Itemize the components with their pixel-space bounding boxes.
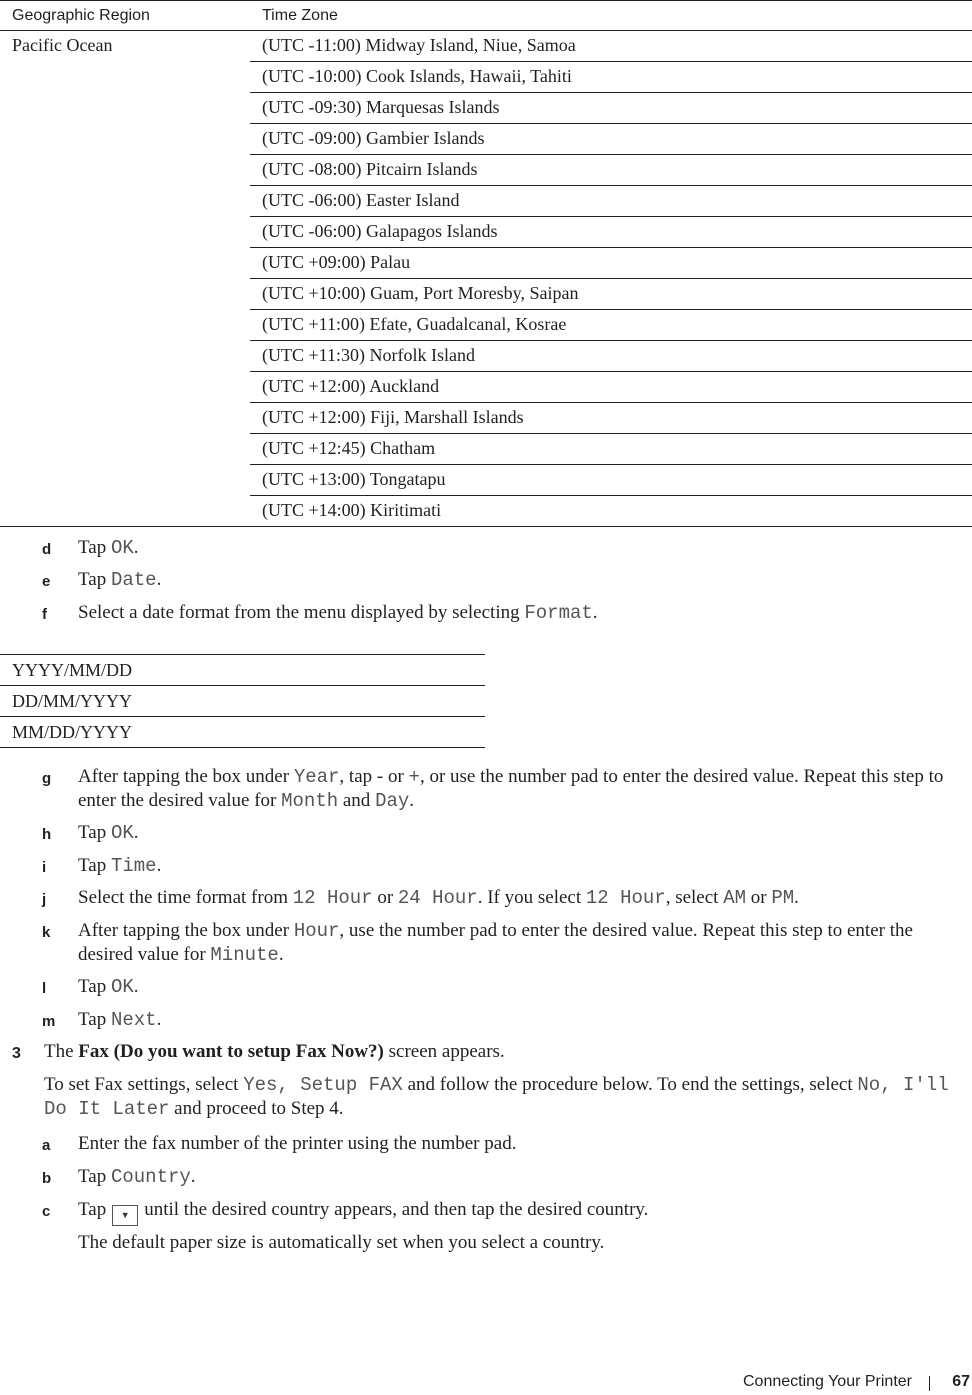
step-letter: a xyxy=(42,1137,51,1154)
step-number: 3 xyxy=(12,1045,21,1062)
table-header-row xyxy=(0,1,972,31)
date-format-table xyxy=(0,654,485,748)
step-text: Tap Country. xyxy=(78,1166,196,1188)
zone-cell: (UTC +09:00) Palau xyxy=(250,248,972,279)
date-format-cell: DD/MM/YYYY xyxy=(0,686,485,717)
region-cell: Pacific Ocean xyxy=(0,31,250,527)
zone-cell: (UTC +14:00) Kiritimati xyxy=(250,496,972,527)
step-text: Tap Next. xyxy=(78,1009,162,1031)
zone-cell: (UTC +11:30) Norfolk Island xyxy=(250,341,972,372)
ok-code: OK xyxy=(110,537,134,559)
step-letter: l xyxy=(42,980,47,997)
step-text: Select a date format from the menu displayed by selecting Format. xyxy=(78,602,598,624)
zone-cell: (UTC -06:00) Galapagos Islands xyxy=(250,217,972,248)
zone-cell: (UTC -08:00) Pitcairn Islands xyxy=(250,155,972,186)
footer-title: Connecting Your Printer xyxy=(743,1373,912,1390)
step-text: Tap Date. xyxy=(78,569,162,591)
table-row xyxy=(0,655,485,686)
step-letter: m xyxy=(42,1013,56,1030)
date-format-cell: YYYY/MM/DD xyxy=(0,655,485,686)
table-row xyxy=(0,686,485,717)
step-text: Select the time format from 12 Hour or 24 Hour. If you select 12 Hour, select AM or PM. xyxy=(78,887,799,909)
header-time-zone: Time Zone xyxy=(250,1,972,31)
table-row xyxy=(0,31,972,62)
format-code: Format xyxy=(524,602,593,624)
zone-cell: (UTC -06:00) Easter Island xyxy=(250,186,972,217)
step-letter: h xyxy=(42,826,52,843)
table-row xyxy=(0,717,485,748)
zone-cell: (UTC +12:00) Auckland xyxy=(250,372,972,403)
zone-cell: (UTC -10:00) Cook Islands, Hawaii, Tahiti xyxy=(250,62,972,93)
zone-cell: (UTC +13:00) Tongatapu xyxy=(250,465,972,496)
step-letter: f xyxy=(42,606,47,623)
step-text: Tap OK. xyxy=(78,976,139,998)
zone-cell: (UTC +10:00) Guam, Port Moresby, Saipan xyxy=(250,279,972,310)
step-text: To set Fax settings, select Yes, Setup FAX and follow the procedure below. To end the settings, select No, I'll Do It Later and proceed to Step 4. xyxy=(44,1074,949,1120)
zone-cell: (UTC +12:45) Chatham xyxy=(250,434,972,465)
step-text: After tapping the box under Hour, use the number pad to enter the desired value. Repeat this step to enter the desired value for Minute. xyxy=(78,920,913,966)
step-text: Tap ▼ until the desired country appears, and then tap the desired country. xyxy=(78,1198,958,1226)
step-letter: e xyxy=(42,573,51,590)
screen-name: Fax (Do you want to setup Fax Now?) xyxy=(78,1041,384,1062)
step-letter: j xyxy=(42,891,47,908)
step-letter: d xyxy=(42,541,52,558)
date-format-cell: MM/DD/YYYY xyxy=(0,717,485,748)
step-letter: g xyxy=(42,770,52,787)
page-number: 67 xyxy=(952,1373,970,1390)
step-text: Tap OK. xyxy=(78,822,139,844)
zone-cell: (UTC -11:00) Midway Island, Niue, Samoa xyxy=(250,31,972,62)
step-text: Tap OK. xyxy=(78,537,139,559)
step-letter: k xyxy=(42,924,51,941)
date-code: Date xyxy=(110,569,157,591)
time-zone-table xyxy=(0,0,972,527)
step-letter: c xyxy=(42,1203,51,1220)
step-text: Tap Time. xyxy=(78,855,162,877)
zone-cell: (UTC +11:00) Efate, Guadalcanal, Kosrae xyxy=(250,310,972,341)
zone-cell: (UTC -09:00) Gambier Islands xyxy=(250,124,972,155)
step-letter: b xyxy=(42,1170,52,1187)
footer-divider xyxy=(929,1376,930,1391)
zone-cell: (UTC +12:00) Fiji, Marshall Islands xyxy=(250,403,972,434)
note-text: The default paper size is automatically set when you select a country. xyxy=(78,1232,605,1253)
page-footer xyxy=(0,1373,972,1395)
header-geographic-region: Geographic Region xyxy=(0,1,250,31)
step-text: Enter the fax number of the printer using the number pad. xyxy=(78,1133,517,1154)
step-text: After tapping the box under Year, tap - or +, or use the number pad to enter the desired value. Repeat this step to enter the desired value for Month and Day. xyxy=(78,766,944,812)
step-text: The Fax (Do you want to setup Fax Now?) screen appears. xyxy=(44,1041,505,1062)
zone-cell: (UTC -09:30) Marquesas Islands xyxy=(250,93,972,124)
chevron-down-icon: ▼ xyxy=(112,1205,138,1226)
step-letter: i xyxy=(42,859,47,876)
